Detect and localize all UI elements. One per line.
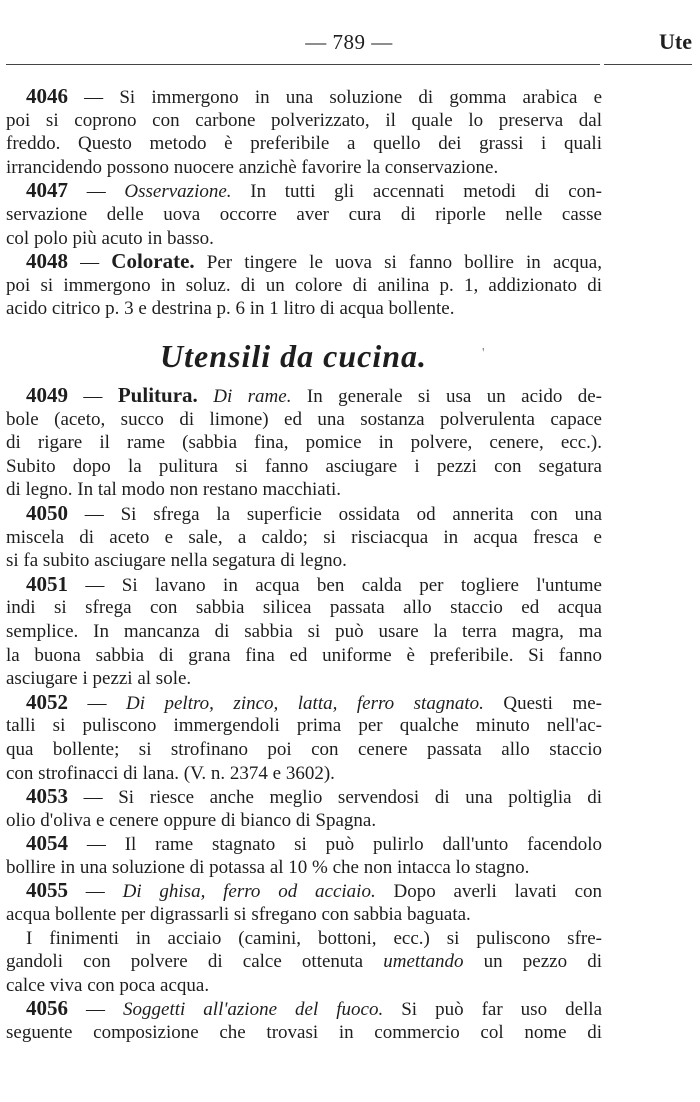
text-run: — Si sfrega la superficie ossidata od annerita con una xyxy=(68,503,602,525)
text-run: — Si immergono in una soluzione di gomma arabica e xyxy=(68,87,602,108)
text-run: — Il rame stagnato si può pulirlo dall'unto facendolo xyxy=(68,834,602,856)
text-run: di rigare il rame (sabbia fina, pomice in polvere, cenere, ecc.). xyxy=(6,432,602,454)
text-line xyxy=(6,927,602,951)
paragraph-number: 4055 xyxy=(26,879,68,903)
text-line xyxy=(6,691,602,715)
text-run: Osservazione. xyxy=(124,181,232,203)
text-run: irrancidendo possono nuocere anzichè favorire la conservazione. xyxy=(6,156,499,178)
text-run: calce viva con poca acqua. xyxy=(6,974,210,996)
text-run: Si può far uso della xyxy=(383,999,602,1021)
text-line xyxy=(6,227,602,251)
text-run: di legno. In tal modo non restano macchiati. xyxy=(6,479,342,501)
text-run: seguente composizione che trovasi in commercio col nome di xyxy=(6,1022,602,1044)
text-line xyxy=(6,620,602,644)
text-run: Soggetti all'azione del fuoco. xyxy=(123,999,384,1021)
text-run: semplice. In mancanza di sabbia si può usare la terra magra, ma xyxy=(6,620,602,642)
text-line xyxy=(6,950,602,974)
text-run: — Si lavano in acqua ben calda per togliere l'untume xyxy=(68,574,602,596)
text-line xyxy=(6,573,602,597)
paragraph-number: 4054 xyxy=(26,832,68,856)
text-run: umettando xyxy=(383,951,464,973)
text-run: — xyxy=(68,181,125,203)
text-line xyxy=(6,856,602,880)
text-line xyxy=(6,132,602,156)
section-title: Utensili da cucina. xyxy=(160,338,428,374)
text-run: acqua bollente per digrassarli si sfregano con sabbia baguata. xyxy=(6,904,471,926)
text-block-eggs xyxy=(6,85,602,321)
paragraph-number: 4049 xyxy=(26,384,68,407)
text-run: acido citrico p. 3 e destrina p. 6 in 1 litro di acqua bollente. xyxy=(6,298,455,320)
text-run: Pulitura. xyxy=(117,384,198,407)
text-line xyxy=(6,156,602,180)
text-line xyxy=(6,1021,602,1045)
text-run: col polo più acuto in basso. xyxy=(6,227,214,249)
text-run: qua bollente; si strofinano poi con cenere passata allo staccio xyxy=(6,738,602,760)
text-line xyxy=(6,203,602,227)
text-run: Di ghisa, ferro od acciaio. xyxy=(122,881,376,903)
text-line xyxy=(6,738,602,762)
text-run: si fa subito asciugare nella segatura di legno. xyxy=(6,550,347,572)
paragraph-number: 4050 xyxy=(26,501,68,525)
stray-mark: ' xyxy=(482,346,485,361)
text-run: con strofinacci di lana. (V. n. 2374 e 3602). xyxy=(6,762,335,784)
text-run: freddo. Questo metodo è preferibile a quello dei grassi i quali xyxy=(6,133,602,155)
text-run: In generale si usa un acido de- xyxy=(291,386,602,407)
text-run: miscela di aceto e sale, a caldo; si risciacqua in acqua fresca e xyxy=(6,526,602,548)
paragraph-number: 4048 xyxy=(26,250,68,274)
text-line xyxy=(6,297,602,321)
text-line xyxy=(6,809,602,833)
text-run: olio d'oliva e cenere oppure di bianco di Spagna. xyxy=(6,809,377,831)
text-run: indi si sfrega con sabbia silicea passata allo staccio ed acqua xyxy=(6,597,602,619)
text-run: Dopo averli lavati con xyxy=(375,881,602,903)
text-line xyxy=(6,109,602,133)
text-block-utensils xyxy=(6,384,602,1045)
header-rule xyxy=(6,64,600,65)
text-run: — xyxy=(68,999,124,1021)
text-run: servazione delle uova occorre aver cura di riporle nelle casse xyxy=(6,203,602,225)
text-line xyxy=(6,85,602,109)
text-run: — xyxy=(68,692,126,714)
text-line xyxy=(6,455,602,479)
paragraph-number: 4056 xyxy=(26,997,68,1021)
text-run: I finimenti in acciaio (camini, bottoni, ecc.) si puliscono sfre- xyxy=(26,927,602,949)
paragraph-number: 4052 xyxy=(26,690,68,714)
text-run: poi si immergono in soluz. di un colore di anilina p. 1, addizionato di xyxy=(6,274,602,296)
page-header xyxy=(6,30,692,60)
text-line xyxy=(6,526,602,550)
paragraph-number: 4046 xyxy=(26,85,68,108)
text-line xyxy=(6,502,602,526)
text-line xyxy=(6,974,602,998)
text-line xyxy=(6,431,602,455)
text-line xyxy=(6,478,602,502)
text-line xyxy=(6,879,602,903)
text-run: Di peltro, zinco, latta, ferro stagnato. xyxy=(126,692,484,714)
text-line xyxy=(6,997,602,1021)
text-run: bole (aceto, succo di limone) ed una sostanza polverulenta capace xyxy=(6,408,602,430)
text-run: — Si riesce anche meglio servendosi di una poltiglia di xyxy=(68,787,602,809)
text-run: poi si coprono con carbone polverizzato, il quale lo preserva dal xyxy=(6,109,602,131)
text-run: Subito dopo la pulitura si fanno asciugare i pezzi con segatura xyxy=(6,455,602,477)
text-run: Di rame. xyxy=(213,386,292,407)
paragraph-number: 4051 xyxy=(26,572,68,596)
text-run: Per tingere le uova si fanno bollire in acqua, xyxy=(194,252,602,274)
text-line xyxy=(6,408,602,432)
text-line xyxy=(6,250,602,274)
text-run: — xyxy=(68,252,112,274)
text-line xyxy=(6,596,602,620)
text-line xyxy=(6,549,602,573)
text-run xyxy=(198,386,213,407)
text-run: — xyxy=(68,386,118,407)
text-run: un pezzo di xyxy=(463,951,602,973)
text-line xyxy=(6,832,602,856)
paragraph-number: 4053 xyxy=(26,785,68,809)
running-head: Ute xyxy=(659,29,692,54)
text-line xyxy=(6,644,602,668)
text-line xyxy=(6,667,602,691)
header-rule-right xyxy=(604,64,692,65)
text-line xyxy=(6,384,602,408)
text-run: bollire in una soluzione di potassa al 10 % che non intacca lo stagno. xyxy=(6,856,530,878)
text-line xyxy=(6,274,602,298)
paragraph-number: 4047 xyxy=(26,179,68,203)
text-run: — xyxy=(68,881,123,903)
text-run: Questi me- xyxy=(483,692,602,714)
text-line xyxy=(6,762,602,786)
text-run: Colorate. xyxy=(111,250,195,274)
text-line xyxy=(6,785,602,809)
text-line xyxy=(6,903,602,927)
text-run: gandoli con polvere di calce ottenuta xyxy=(6,951,384,973)
text-run: asciugare i pezzi al sole. xyxy=(6,668,192,690)
text-run: la buona sabbia di grana fina ed uniforme è preferibile. Si fanno xyxy=(6,644,602,666)
text-line xyxy=(6,714,602,738)
text-line xyxy=(6,179,602,203)
page-number: — 789 — xyxy=(305,30,393,54)
text-run: talli si puliscono immergendoli prima per qualche minuto nell'ac- xyxy=(6,715,602,737)
text-run: In tutti gli accennati metodi di con- xyxy=(231,181,602,203)
